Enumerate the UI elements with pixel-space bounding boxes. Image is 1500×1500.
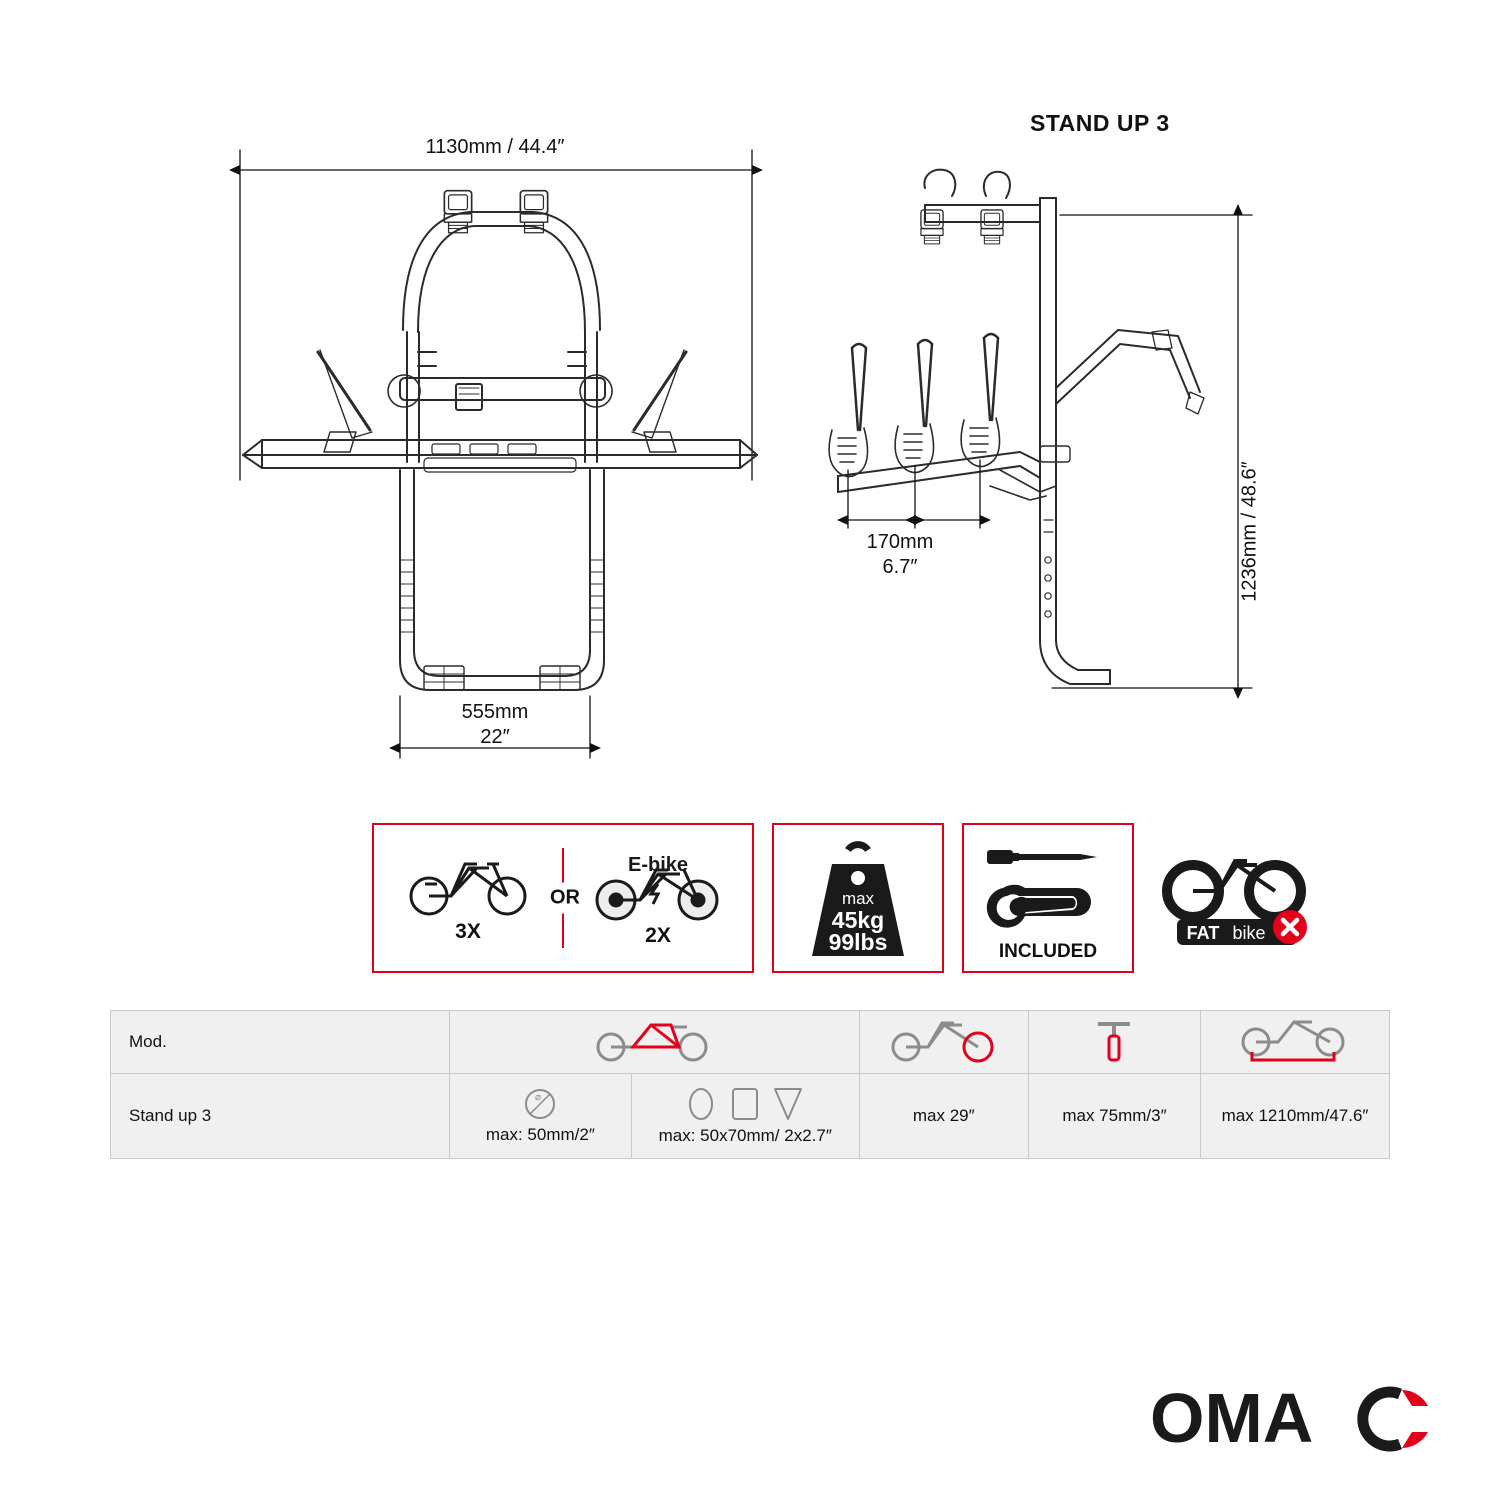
- table-header-wheel: [859, 1011, 1028, 1074]
- cell-frame-round: [449, 1074, 631, 1159]
- cell-frame-oval: [631, 1074, 859, 1159]
- depth-dimension-label-in: 22″: [480, 726, 510, 748]
- depth-dimension-label-mm: 555mm: [461, 701, 529, 723]
- height-dimension: [1052, 215, 1252, 688]
- feature-strip: [372, 823, 1332, 973]
- omac-logo-text: OMA: [1150, 1380, 1314, 1457]
- fatbike-fat-text: FAT: [1186, 923, 1220, 943]
- spacing-dimension-label: [790, 530, 1010, 580]
- spacing-dimension-label-in: 6.7″: [882, 556, 918, 578]
- cell-model: Stand up 3: [111, 1074, 450, 1159]
- ebike-capacity: [562, 848, 752, 948]
- table-header-tire: [1028, 1011, 1200, 1074]
- page-title: STAND UP 3: [1030, 110, 1170, 136]
- standard-bike-capacity: [374, 852, 562, 944]
- table-header-frame: [449, 1011, 859, 1074]
- svg-text:⌀: ⌀: [535, 1092, 542, 1103]
- fatbike-not-allowed-box: [1152, 823, 1332, 973]
- oval-tube-icon: [675, 1086, 815, 1122]
- side-view-drawing: [829, 170, 1252, 688]
- fatbike-bike-text: bike: [1232, 923, 1266, 943]
- depth-dimension-label: [390, 700, 600, 750]
- table-header-row: [111, 1011, 1390, 1074]
- height-dimension-label: 1236mm / 48.6″: [1238, 461, 1261, 602]
- omac-logo-icon: [1150, 1380, 1440, 1458]
- ebike-count: 2X: [645, 924, 671, 947]
- spec-table: [110, 1010, 1390, 1159]
- weight-icon: [788, 832, 928, 964]
- spacing-dimension-label-mm: 170mm: [866, 531, 934, 553]
- or-divider: OR: [544, 883, 586, 914]
- bike-capacity-box: [372, 823, 754, 973]
- width-dimension: [240, 150, 752, 480]
- bike-wheelbase-icon: [1230, 1016, 1360, 1064]
- cell-tire: max 75mm/3″: [1028, 1074, 1200, 1159]
- ebike-label: E-bike: [627, 854, 689, 876]
- cell-frame-round-text: max: 50mm/2″: [485, 1125, 595, 1144]
- front-view-drawing: [240, 150, 757, 758]
- tools-included-label: INCLUDED: [998, 941, 1098, 962]
- cell-wheel: max 29″: [859, 1074, 1028, 1159]
- spacing-dimension: [848, 460, 980, 528]
- max-load-max-label: max: [841, 889, 875, 908]
- width-dimension-label: 1130mm / 44.4″: [425, 136, 565, 158]
- wrench-screwdriver-icon: [973, 844, 1123, 930]
- max-load-box: [772, 823, 944, 973]
- table-header-mod: Mod.: [111, 1011, 450, 1074]
- cell-frame-oval-text: max: 50x70mm/ 2x2.7″: [658, 1126, 832, 1145]
- round-tube-icon: [510, 1087, 570, 1121]
- bike-wheel-icon: [884, 1017, 1004, 1063]
- tire-width-icon: [1084, 1016, 1144, 1064]
- standard-bike-count: 3X: [455, 920, 481, 943]
- bicycle-icon: [403, 852, 533, 918]
- fatbike-not-allowed-icon: [1157, 843, 1327, 953]
- bike-frame-icon: [589, 1017, 719, 1063]
- brand-logo: [1150, 1380, 1440, 1458]
- table-header-wheelbase: [1201, 1011, 1390, 1074]
- max-load-lbs: 99lbs: [828, 929, 888, 955]
- table-row: [111, 1074, 1390, 1159]
- max-load-kg: 45kg: [831, 907, 885, 933]
- cell-wheelbase: max 1210mm/47.6″: [1201, 1074, 1390, 1159]
- tools-included-box: [962, 823, 1134, 973]
